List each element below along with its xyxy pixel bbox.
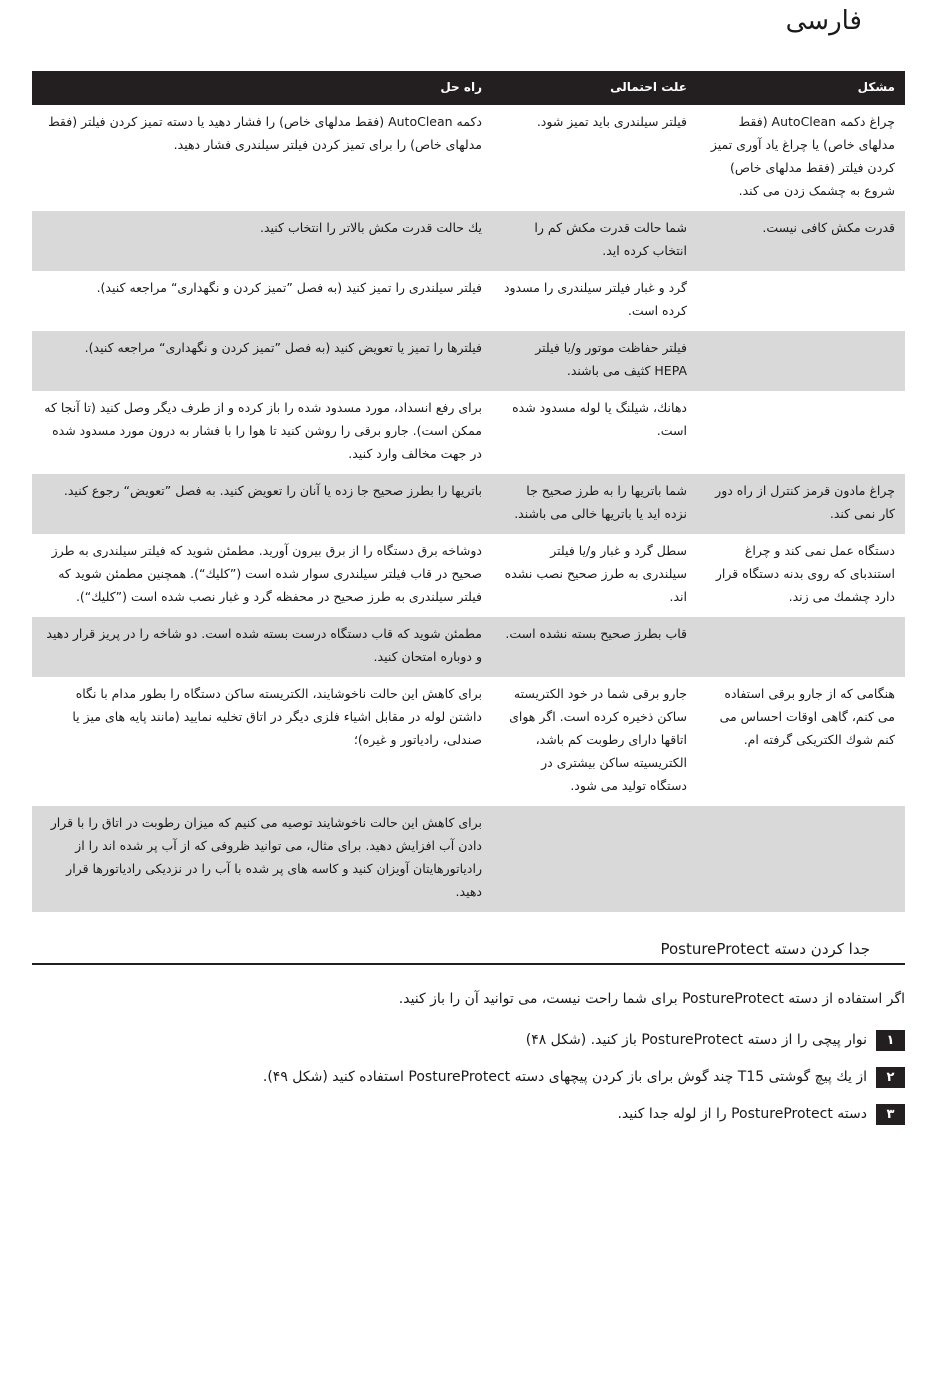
table-row (32, 474, 905, 534)
table-row (32, 331, 905, 391)
cell-solution: یك حالت قدرت مکش بالاتر را انتخاب کنید. (32, 211, 492, 271)
cell-problem (697, 391, 905, 474)
table-row (32, 534, 905, 617)
cell-solution: برای رفع انسداد، مورد مسدود شده را باز کرده و از طرف دیگر وصل کنید (تا آنجا که ممکن است). جارو برقی را روشن کنید تا هوا را با فشار به درون مورد مسدود شده در جهت مخالف وارد کنید. (44, 400, 482, 461)
cell-cause: فیلتر حفاظت موتور و/یا فیلتر HEPA کثیف می باشند. (492, 331, 697, 391)
column-header-solution: راه حل (32, 71, 492, 105)
cell-problem (697, 806, 905, 912)
cell-problem: دستگاه عمل نمی کند و چراغ استندبای که روی بدنه دستگاه قرار دارد چشمك می زند. (715, 543, 895, 604)
cell-cause (492, 806, 697, 912)
cell-solution: برای کاهش این حالت ناخوشایند توصیه می کنیم که میزان رطوبت در اتاق را با قرار دادن آب افزایش دهید. برای مثال، می توانید ظروفی که از آب پر شده اند را از رادیاتورهایتان آویزان کنید و کاسه های پر شده با آب را در نزدیکی رادیاتورها قرار دهید. (32, 806, 492, 912)
cell-solution: دوشاخه برق دستگاه را از برق بیرون آورید. مطمئن شوید که فیلتر سیلندری به طرز صحیح در قاب فیلتر سیلندری سوار شده است (”کلیك“). همچنین مطمئن شوید که فیلتر سیلندری به طرز صحیح در محفظه گرد و غبار نصب شده است (”کلیك“). (51, 543, 482, 604)
table-row (32, 677, 905, 806)
instruction-steps (45, 1028, 905, 1139)
step-number-badge: ۳ (876, 1104, 905, 1125)
step-number-badge: ۱ (876, 1030, 905, 1051)
table-row (32, 391, 905, 474)
cell-cause: شما باتریها را به طرز صحیح جا نزده اید یا باتریها خالی می باشند. (492, 474, 697, 534)
step-text: نوار پیچی را از دسته PostureProtect باز کنید. (شکل ۴۸) (525, 1032, 867, 1048)
list-item (45, 1102, 905, 1126)
list-item (45, 1065, 905, 1089)
table-row (32, 105, 905, 211)
table-header-row (32, 71, 905, 105)
cell-problem (697, 331, 905, 391)
step-text: دسته PostureProtect را از لوله جدا کنید. (617, 1106, 867, 1122)
list-item (45, 1028, 905, 1052)
table-row (32, 806, 905, 912)
cell-problem (697, 617, 905, 677)
troubleshooting-table (32, 71, 905, 912)
column-header-problem: مشکل (697, 71, 905, 105)
table-row (32, 271, 905, 331)
column-header-cause: علت احتمالی (492, 71, 697, 105)
cell-problem: قدرت مکش کافی نیست. (697, 211, 905, 271)
section-heading: جدا کردن دسته PostureProtect (32, 940, 905, 965)
cell-solution: فیلتر سیلندری را تمیز کنید (به فصل ”تمیز کردن و نگهداری“ مراجعه کنید). (96, 280, 482, 295)
cell-cause: دهانك، شیلنگ یا لوله مسدود شده است. (512, 400, 687, 438)
table-row (32, 617, 905, 677)
table-row (32, 211, 905, 271)
cell-solution: باتریها را بطرز صحیح جا زده یا آنان را تعویض کنید. به فصل ”تعویض“ رجوع کنید. (32, 474, 492, 534)
page-language-title: فارسی (785, 6, 862, 36)
step-text: از یك پیچ گوشتی T15 چند گوش برای باز کردن پیچهای دسته PostureProtect استفاده کنید (شکل ۴۹). (262, 1069, 867, 1085)
cell-problem: هنگامی که از جارو برقی استفاده می کنم، گاهی اوقات احساس می کنم شوك الکتریکی گرفته ام. (719, 686, 895, 747)
cell-problem (697, 271, 905, 331)
cell-cause: جارو برقی شما در خود الکتریسته ساکن ذخیره کرده است. اگر هوای اتاقها دارای رطوبت کم باشد، الکتریسیته ساکن بیشتری در دستگاه تولید می شود. (509, 686, 687, 793)
cell-cause: شما حالت قدرت مکش کم را انتخاب کرده اید. (492, 211, 697, 271)
cell-solution: فیلترها را تمیز یا تعویض کنید (به فصل ”تمیز کردن و نگهداری“ مراجعه کنید). (32, 331, 492, 391)
cell-solution: برای کاهش این حالت ناخوشایند، الکتریسته ساکن دستگاه را بطور مدام با نگاه داشتن لوله در مقابل اشیاء فلزی دیگر در اتاق تخلیه نمایید (مانند پایه های میز یا صندلی، رادیاتور و غیره)؛ (72, 686, 482, 747)
cell-problem: چراغ مادون قرمز کنترل از راه دور کار نمی کند. (697, 474, 905, 534)
section-intro: اگر استفاده از دسته PostureProtect برای شما راحت نیست، می توانید آن را باز کنید. (398, 991, 905, 1007)
cell-cause: سطل گرد و غبار و/یا فیلتر سیلندری به طرز صحیح نصب نشده اند. (504, 543, 687, 604)
cell-problem: چراغ دکمه AutoClean (فقط مدلهای خاص) یا چراغ یاد آوری تمیز کردن فیلتر (فقط مدلهای خاص) شروع به چشمک زدن می کند. (710, 114, 895, 198)
cell-cause: قاب بطرز صحیح بسته نشده است. (492, 617, 697, 677)
cell-cause: فیلتر سیلندری باید تمیز شود. (536, 114, 687, 129)
step-number-badge: ۲ (876, 1067, 905, 1088)
cell-cause: گرد و غبار فیلتر سیلندری را مسدود کرده است. (503, 280, 687, 318)
cell-solution: مطمئن شوید که قاب دستگاه درست بسته شده است. دو شاخه را در پریز قرار دهید و دوباره امتحان کنید. (32, 617, 492, 677)
cell-solution: دکمه AutoClean (فقط مدلهای خاص) را فشار دهید یا دسته تمیز کردن فیلتر (فقط مدلهای خاص) را برای تمیز کردن فیلتر سیلندری فشار دهید. (48, 114, 482, 152)
